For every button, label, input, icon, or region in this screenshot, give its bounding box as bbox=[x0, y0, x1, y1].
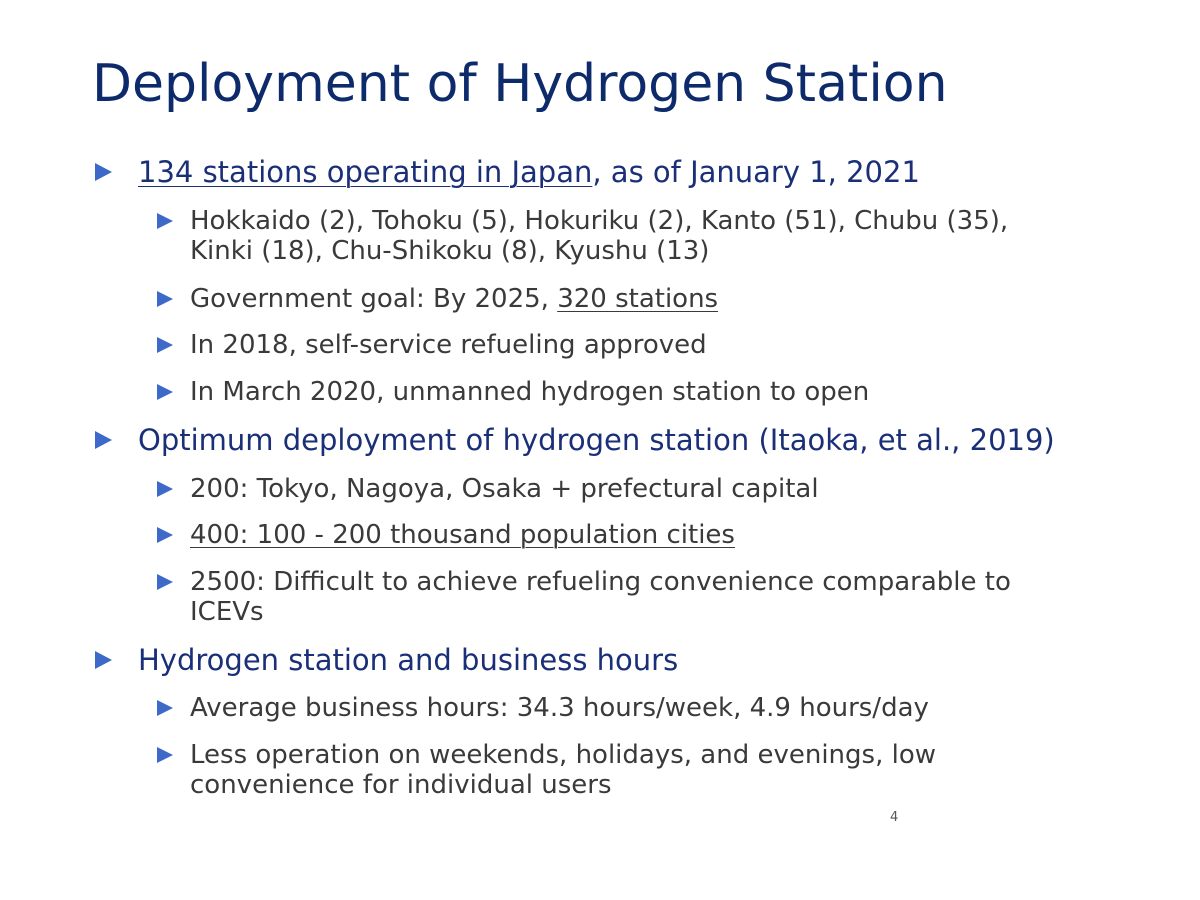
sub-bullet-average-hours bbox=[157, 693, 929, 723]
slide-title: Deployment of Hydrogen Station bbox=[92, 54, 948, 114]
sub-bullet-400 bbox=[157, 520, 735, 550]
sub-bullet-text bbox=[190, 740, 936, 800]
triangle-bullet-icon bbox=[157, 337, 173, 353]
goal-stations-link[interactable]: 320 stations bbox=[557, 284, 719, 314]
sub-bullet-text: In March 2020, unmanned hydrogen station to open bbox=[190, 377, 870, 407]
difficult-line-2: ICEVs bbox=[190, 597, 264, 627]
sub-bullet-text: In 2018, self-service refueling approved bbox=[190, 330, 707, 360]
stations-operating-link[interactable]: 134 stations operating in Japan bbox=[138, 155, 593, 189]
sub-bullet-unmanned bbox=[157, 377, 869, 407]
triangle-bullet-icon bbox=[157, 527, 173, 543]
difficult-line-1: 2500: Difficult to achieve refueling convenience comparable to bbox=[190, 567, 1011, 597]
sub-bullet-text bbox=[190, 206, 1008, 266]
sub-bullet-less-operation bbox=[157, 740, 936, 800]
regions-line-2: Kinki (18), Chu-Shikoku (8), Kyushu (13) bbox=[190, 236, 710, 266]
bullet-optimum-deployment bbox=[95, 424, 1055, 456]
bullet-stations-operating bbox=[95, 156, 920, 188]
sub-bullet-text bbox=[190, 284, 718, 314]
triangle-bullet-icon bbox=[157, 291, 173, 307]
sub-bullet-government-goal bbox=[157, 284, 718, 314]
goal-prefix: Government goal: By 2025, bbox=[190, 284, 558, 314]
sub-bullet-200 bbox=[157, 474, 819, 504]
page-number: 4 bbox=[890, 810, 899, 825]
less-operation-line-2: convenience for individual users bbox=[190, 770, 612, 800]
sub-bullet-text: Average business hours: 34.3 hours/week, 4.9 hours/day bbox=[190, 693, 929, 723]
triangle-bullet-icon bbox=[157, 481, 173, 497]
triangle-bullet-icon bbox=[95, 163, 112, 181]
triangle-bullet-icon bbox=[157, 700, 173, 716]
bullet-text bbox=[138, 156, 920, 188]
triangle-bullet-icon bbox=[157, 384, 173, 400]
triangle-bullet-icon bbox=[157, 747, 173, 763]
sub-bullet-self-service bbox=[157, 330, 707, 360]
stations-date-text: , as of January 1, 2021 bbox=[592, 155, 920, 189]
triangle-bullet-icon bbox=[157, 574, 173, 590]
sub-bullet-text: 200: Tokyo, Nagoya, Osaka + prefectural capital bbox=[190, 474, 819, 504]
triangle-bullet-icon bbox=[157, 213, 173, 229]
bullet-text: Hydrogen station and business hours bbox=[138, 643, 679, 677]
triangle-bullet-icon bbox=[95, 651, 112, 669]
triangle-bullet-icon bbox=[95, 431, 112, 449]
less-operation-line-1: Less operation on weekends, holidays, and evenings, low bbox=[190, 740, 937, 770]
bullet-text: Optimum deployment of hydrogen station (Itaoka, et al., 2019) bbox=[138, 423, 1055, 457]
bullet-business-hours bbox=[95, 644, 678, 676]
population-cities-link[interactable]: 400: 100 - 200 thousand population cities bbox=[190, 520, 735, 550]
sub-bullet-2500 bbox=[157, 567, 1011, 627]
sub-bullet-text bbox=[190, 567, 1011, 627]
regions-line-1: Hokkaido (2), Tohoku (5), Hokuriku (2), Kanto (51), Chubu (35), bbox=[190, 206, 1009, 236]
sub-bullet-regions bbox=[157, 206, 1008, 266]
